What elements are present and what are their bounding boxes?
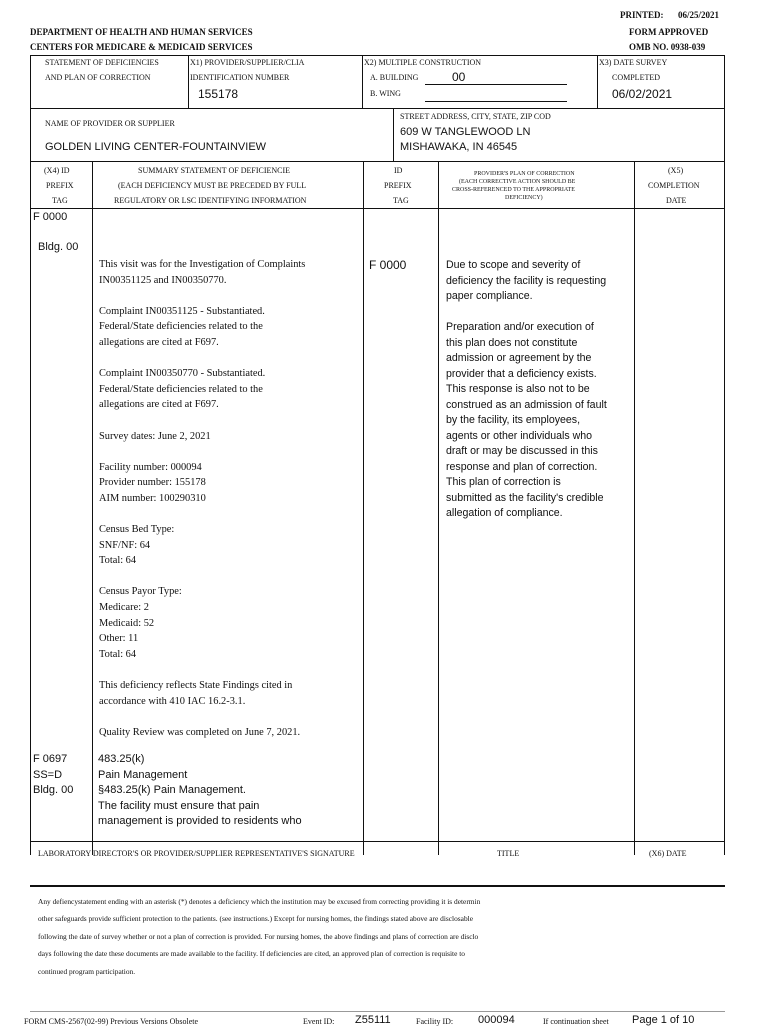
header-bottom-border xyxy=(30,208,725,209)
building-label: A. BUILDING xyxy=(370,73,419,82)
box-divider-3 xyxy=(597,55,598,109)
printed-date: 06/25/2021 xyxy=(678,10,720,20)
address-line-1: 609 W TANGLEWOOD LN xyxy=(400,126,531,138)
centers-title: CENTERS FOR MEDICARE & MEDICAID SERVICES xyxy=(30,42,253,52)
table-left-border xyxy=(30,161,31,855)
col-divider-1 xyxy=(92,161,93,855)
box-divider-1 xyxy=(188,55,189,109)
survey-date: 06/02/2021 xyxy=(612,87,673,101)
wing-label: B. WING xyxy=(370,89,401,98)
summary-header-2: (EACH DEFICIENCY MUST BE PRECEDED BY FULL xyxy=(118,181,307,190)
printed-label: PRINTED: xyxy=(620,10,664,20)
building-underline xyxy=(425,84,567,85)
plan-header-2: (EACH CORRECTIVE ACTION SHOULD BE xyxy=(459,179,576,185)
x6-date-label: (X6) DATE xyxy=(649,849,687,858)
id-tag-f0000: F 0000 xyxy=(369,258,407,272)
provider-divider xyxy=(393,108,394,162)
x5-header-2: COMPLETION xyxy=(648,181,700,190)
event-id-label: Event ID: xyxy=(303,1017,335,1026)
provider-bottom-border xyxy=(30,161,725,162)
provider-left-border xyxy=(30,108,31,162)
facility-id: 000094 xyxy=(478,1014,515,1026)
plan-header-1: PROVIDER'S PLAN OF CORRECTION xyxy=(474,171,575,177)
form-number: FORM CMS-2567(02-99) Previous Versions Obsolete xyxy=(24,1017,199,1026)
x3-label: X3) DATE SURVEY xyxy=(599,58,668,67)
form-approved: FORM APPROVED xyxy=(629,27,709,37)
f0697-statement: 483.25(k) Pain Management §483.25(k) Pain Management. The facility must ensure that pain management is provided to residents who xyxy=(98,753,302,827)
facility-id-label: Facility ID: xyxy=(416,1017,454,1026)
provider-name-label: NAME OF PROVIDER OR SUPPLIER xyxy=(45,119,175,128)
box-top-border xyxy=(30,55,725,56)
title-label: TITLE xyxy=(497,849,520,858)
summary-statement: This visit was for the Investigation of Complaints IN00351125 and IN00350770. Complaint IN00351125 - Substantiated. Federal/State deficiencies related to the allegations are cited at F697. Complaint IN00350770 - Substantiated. Federal/State deficiencies related to the allegations are cited at F697. Survey dates: June 2, 2021 Facility number: 000094 Provider number: 155178 AIM number: 100290310 Census Bed Type: SNF/NF: 64 Total: 64 Census Payor Type: Medicare: 2 Medicaid: 52 Other: 11 Total: 64 This deficiency reflects State Findings cited in accordance with 410 IAC 16.2-3.1. Quality Review was completed on June 7, 2021. xyxy=(99,259,306,738)
building-value: 00 xyxy=(452,70,466,84)
plan-header-3: CROSS-REFERENCED TO THE APPROPRIATE xyxy=(452,187,575,193)
col-divider-4 xyxy=(634,161,635,855)
x1-label: X1) PROVIDER/SUPPLIER/CLIA xyxy=(190,58,305,67)
x4-header-1: (X4) ID xyxy=(44,166,70,175)
provider-number: 155178 xyxy=(198,87,239,101)
x4-header-2: PREFIX xyxy=(46,181,74,190)
box-divider-2 xyxy=(362,55,363,109)
signature-rule xyxy=(30,885,725,887)
box-bottom-border xyxy=(30,108,725,109)
director-signature-label: LABORATORY DIRECTOR'S OR PROVIDER/SUPPLIER REPRESENTATIVE'S SIGNATURE xyxy=(38,849,355,858)
address-line-2: MISHAWAKA, IN 46545 xyxy=(400,141,518,153)
x3-label-2: COMPLETED xyxy=(612,73,660,82)
id-header-2: PREFIX xyxy=(384,181,412,190)
page-number: Page 1 of 10 xyxy=(632,1014,695,1026)
statement-label-2: AND PLAN OF CORRECTION xyxy=(45,73,151,82)
statement-label-1: STATEMENT OF DEFICIENCIES xyxy=(45,58,159,67)
x2-label: X2) MULTIPLE CONSTRUCTION xyxy=(364,58,482,67)
x5-header-1: (X5) xyxy=(668,166,684,175)
summary-header-1: SUMMARY STATEMENT OF DEFICIENCIE xyxy=(138,166,291,175)
table-bottom-border xyxy=(30,841,725,842)
box-left-border xyxy=(30,55,31,109)
id-header-1: ID xyxy=(394,166,403,175)
box-right-border xyxy=(724,55,725,855)
id-header-3: TAG xyxy=(393,196,409,205)
bldg-label: Bldg. 00 xyxy=(38,241,79,253)
event-id: Z55111 xyxy=(355,1014,391,1026)
tag-f0697: F 0697 SS=D Bldg. 00 xyxy=(33,753,74,796)
plan-header-4: DEFICIENCY) xyxy=(505,195,543,201)
x5-header-3: DATE xyxy=(666,196,687,205)
summary-header-3: REGULATORY OR LSC IDENTIFYING INFORMATION xyxy=(114,196,307,205)
footer-rule xyxy=(30,1011,725,1012)
tag-f0000: F 0000 xyxy=(33,211,68,223)
x4-header-3: TAG xyxy=(52,196,68,205)
footnote-text: Any defiencystatement ending with an asterisk (*) denotes a deficiency which the institution may be excused from correcting providing it is determin other safeguards provide sufficient protection to the patients. (see instructions.) Except for nursing homes, the findings stated above are disclosable following the date of survey whether or not a plan of correction is provided. For nursing homes, the above findings and plans of correction are disclo days following the date these documents are made available to the facility. If deficiencies are cited, an approved plan of correction is requisite to continued program participation. xyxy=(38,897,481,976)
department-title: DEPARTMENT OF HEALTH AND HUMAN SERVICES xyxy=(30,27,253,37)
plan-of-correction: Due to scope and severity of deficiency the facility is requesting paper compliance. Preparation and/or execution of this plan does not constitute admission or agreement by the provider that a deficiency exists. This response is also not to be construed as an admission of fault by the facility, its employees, agents or other individuals who draft or may be discussed in this response and plan of correction. This plan of correction is submitted as the facility's credible allegation of compliance. xyxy=(446,259,607,519)
provider-name: GOLDEN LIVING CENTER-FOUNTAINVIEW xyxy=(45,141,267,153)
col-divider-2 xyxy=(363,161,364,855)
wing-underline xyxy=(425,101,567,102)
x1-label-2: IDENTIFICATION NUMBER xyxy=(190,73,290,82)
omb-number: OMB NO. 0938-039 xyxy=(629,42,706,52)
continuation-label: If continuation sheet xyxy=(543,1017,609,1026)
address-label: STREET ADDRESS, CITY, STATE, ZIP COD xyxy=(400,112,551,121)
col-divider-3 xyxy=(438,161,439,855)
